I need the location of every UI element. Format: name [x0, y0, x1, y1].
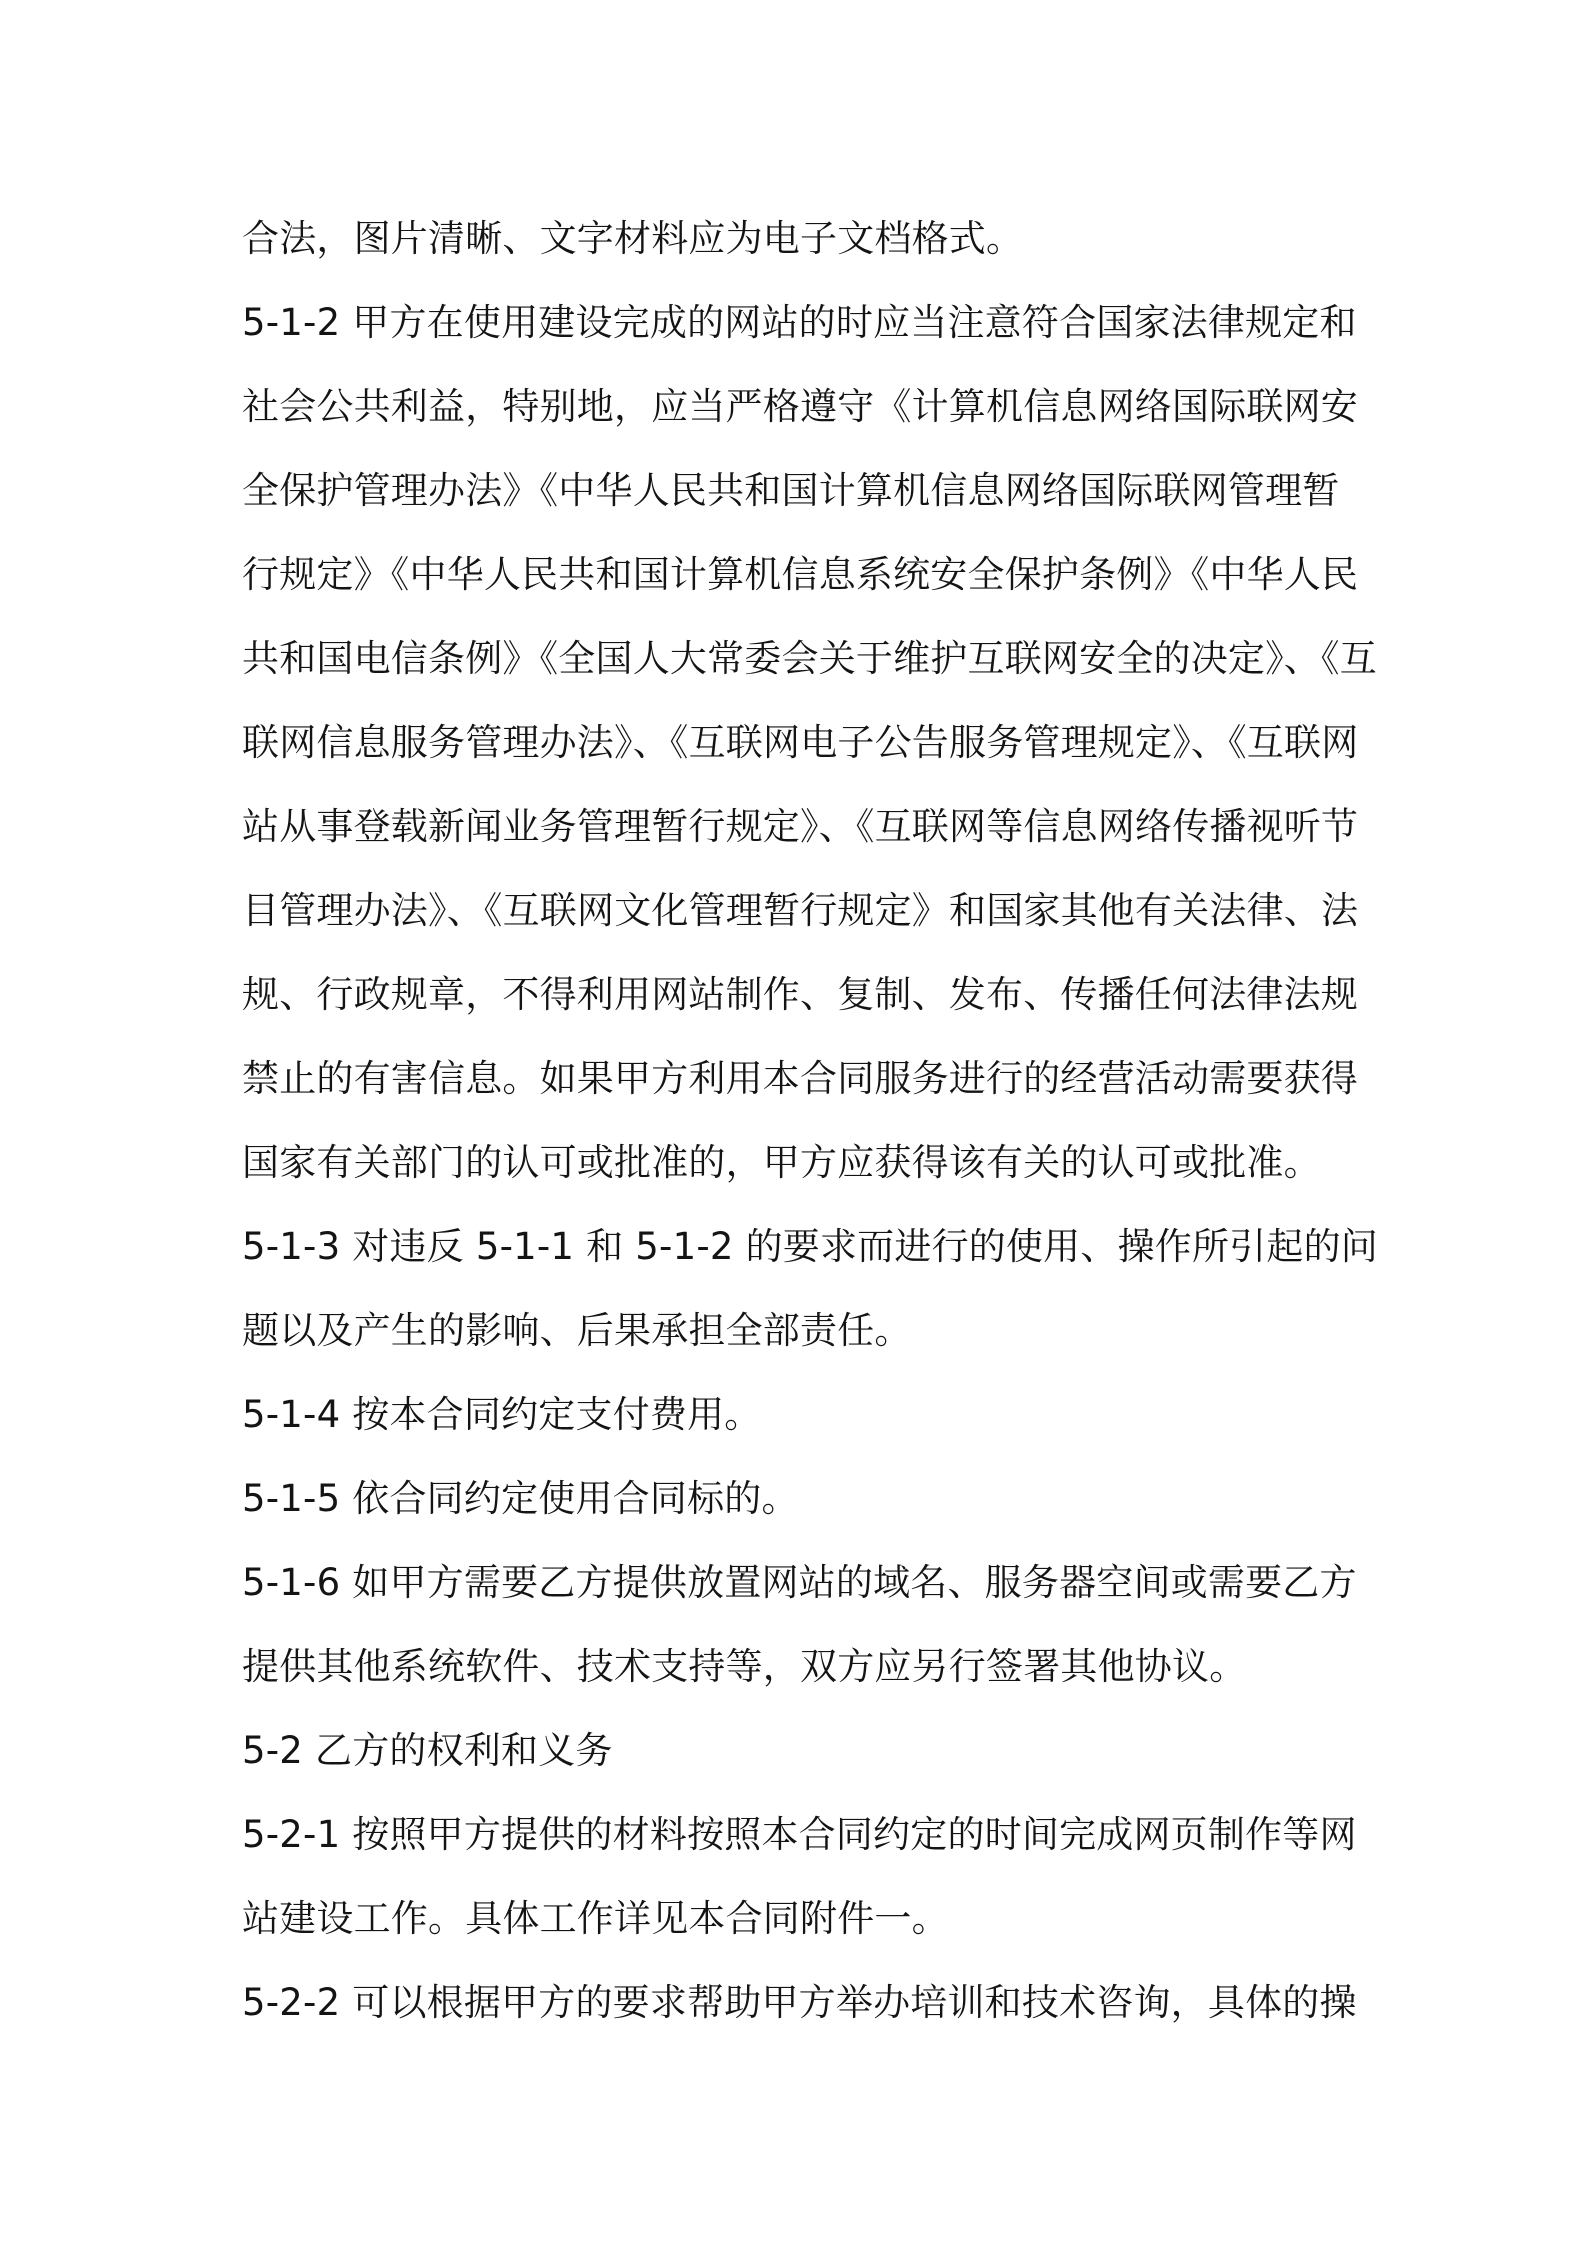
text-line: 行规定》《中华人民共和国计算机信息系统安全保护条例》《中华人民	[242, 553, 1359, 596]
text-line: 共和国电信条例》《全国人大常委会关于维护互联网安全的决定》、《互	[242, 637, 1377, 680]
text-line: 5-1-4 按本合同约定支付费用。	[242, 1393, 762, 1436]
text-line: 站从事登载新闻业务管理暂行规定》、《互联网等信息网络传播视听节	[242, 805, 1359, 848]
text-line: 5-1-3 对违反 5-1-1 和 5-1-2 的要求而进行的使用、操作所引起的问	[242, 1225, 1378, 1268]
text-line: 国家有关部门的认可或批准的，甲方应获得该有关的认可或批准。	[242, 1141, 1321, 1184]
text-line: 5-2-2 可以根据甲方的要求帮助甲方举办培训和技术咨询，具体的操	[242, 1981, 1357, 2024]
section-heading: 5-2 乙方的权利和义务	[242, 1729, 613, 1772]
document-body	[242, 197, 1378, 2045]
text-line: 5-1-2 甲方在使用建设完成的网站的时应当注意符合国家法律规定和	[242, 301, 1357, 344]
text-line: 站建设工作。具体工作详见本合同附件一。	[242, 1897, 949, 1940]
text-line: 全保护管理办法》《中华人民共和国计算机信息网络国际联网管理暂	[242, 469, 1340, 512]
text-line: 5-2-1 按照甲方提供的材料按照本合同约定的时间完成网页制作等网	[242, 1813, 1357, 1856]
text-line: 合法，图片清晰、文字材料应为电子文档格式。	[242, 217, 1024, 260]
text-line: 规、行政规章，不得利用网站制作、复制、发布、传播任何法律法规	[242, 973, 1358, 1016]
text-line: 5-1-5 依合同约定使用合同标的。	[242, 1477, 799, 1520]
text-line: 5-1-6 如甲方需要乙方提供放置网站的域名、服务器空间或需要乙方	[242, 1561, 1357, 1604]
text-line: 联网信息服务管理办法》、《互联网电子公告服务管理规定》、《互联网	[242, 721, 1359, 764]
text-line: 题以及产生的影响、后果承担全部责任。	[242, 1309, 912, 1352]
text-line: 社会公共利益，特别地，应当严格遵守《计算机信息网络国际联网安	[242, 385, 1358, 428]
text-line: 目管理办法》、《互联网文化管理暂行规定》和国家其他有关法律、法	[242, 889, 1359, 932]
text-line: 禁止的有害信息。如果甲方利用本合同服务进行的经营活动需要获得	[242, 1057, 1358, 1100]
text-line: 提供其他系统软件、技术支持等，双方应另行签署其他协议。	[242, 1645, 1247, 1688]
